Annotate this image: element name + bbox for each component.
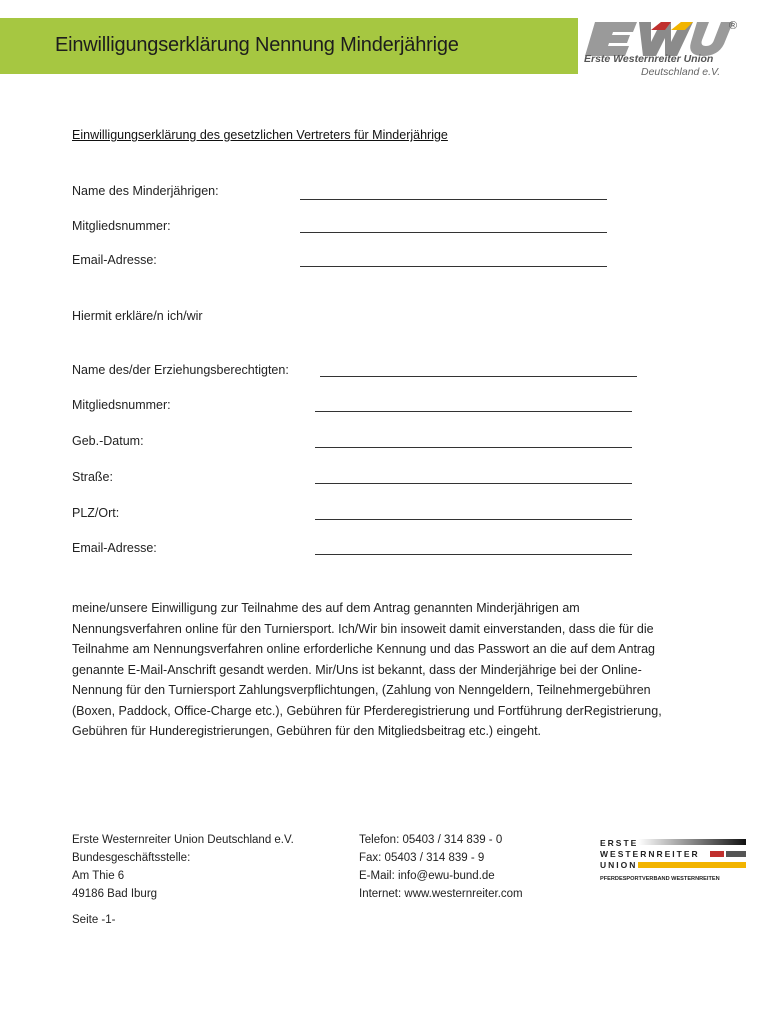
footer-fax: Fax: 05403 / 314 839 - 9	[359, 852, 485, 864]
field-label-guardian-street: Straße:	[72, 470, 113, 484]
input-line-minor-name[interactable]	[300, 199, 607, 200]
footer-street: Am Thie 6	[72, 870, 125, 882]
input-line-guardian-member-no[interactable]	[315, 411, 632, 412]
field-label-guardian-birthdate: Geb.-Datum:	[72, 434, 144, 448]
input-line-minor-email[interactable]	[300, 266, 607, 267]
footer-org-name: Erste Westernreiter Union Deutschland e.V.	[72, 834, 294, 846]
declaration-intro: Hiermit erkläre/n ich/wir	[72, 309, 203, 323]
registered-mark: ®	[729, 20, 738, 32]
footer-office-label: Bundesgeschäftsstelle:	[72, 852, 191, 864]
field-label-guardian-city: PLZ/Ort:	[72, 506, 120, 520]
footer-website[interactable]: Internet: www.westernreiter.com	[359, 888, 523, 900]
field-label-minor-email: Email-Adresse:	[72, 253, 157, 267]
field-label-guardian-email: Email-Adresse:	[72, 541, 157, 555]
footer-address	[72, 831, 294, 903]
input-line-minor-member-no[interactable]	[300, 232, 607, 233]
page-number: Seite -1-	[72, 914, 116, 926]
footer-logo-line2: WESTERNREITER	[600, 849, 700, 859]
footer-logo-tagline: PFERDESPORTVERBAND WESTERNREITEN	[600, 876, 720, 882]
footer-logo-line1: ERSTE	[600, 838, 639, 848]
input-line-guardian-email[interactable]	[315, 554, 632, 555]
ewu-footer-logo	[598, 837, 748, 882]
field-label-minor-name: Name des Minderjährigen:	[72, 184, 219, 198]
field-label-minor-member-no: Mitgliedsnummer:	[72, 219, 171, 233]
logo-org-suffix: Deutschland e.V.	[641, 66, 721, 78]
footer-logo-line3: UNION	[600, 860, 638, 870]
footer-email[interactable]: E-Mail: info@ewu-bund.de	[359, 870, 495, 882]
document-title: Einwilligungserklärung Nennung Minderjährige	[55, 34, 459, 56]
field-label-guardian-name: Name des/der Erziehungsberechtigten:	[72, 363, 289, 377]
input-line-guardian-city[interactable]	[315, 519, 632, 520]
footer-contact	[359, 831, 523, 903]
footer-phone: Telefon: 05403 / 314 839 - 0	[359, 834, 503, 846]
logo-org-name: Erste Westernreiter Union	[584, 53, 714, 65]
input-line-guardian-street[interactable]	[315, 483, 632, 484]
input-line-guardian-birthdate[interactable]	[315, 447, 632, 448]
field-label-guardian-member-no: Mitgliedsnummer:	[72, 398, 171, 412]
input-line-guardian-name[interactable]	[320, 376, 637, 377]
form-subtitle: Einwilligungserklärung des gesetzlichen Vertreters für Minderjährige	[72, 128, 448, 142]
consent-paragraph: meine/unsere Einwilligung zur Teilnahme des auf dem Antrag genannten Minderjährigen am Nennungsverfahren online für den Turniersport. Ich/Wir bin insoweit damit einverstanden, dass die für die Teilnahme am Nennungsverfahren online erforderliche Kennung und das Passwort an die auf dem Antrag genannte E-Mail-Anschrift gesandt werden. Mir/Uns ist bekannt, dass der Minderjährige bei der Online-Nennung für den Turniersport Zahlungsverpflichtungen, (Zahlung von Nenngeldern, Teilnehmergebühren (Boxen, Paddock, Office-Charge etc.), Gebühren für Pferderegistrierung und Fortführung derRegistrierung, Gebühren für Hunderegistrierungen, Gebühren für den Mitgliedsbeitrag etc.) eingeht.	[72, 601, 662, 738]
footer-city: 49186 Bad Iburg	[72, 888, 158, 900]
